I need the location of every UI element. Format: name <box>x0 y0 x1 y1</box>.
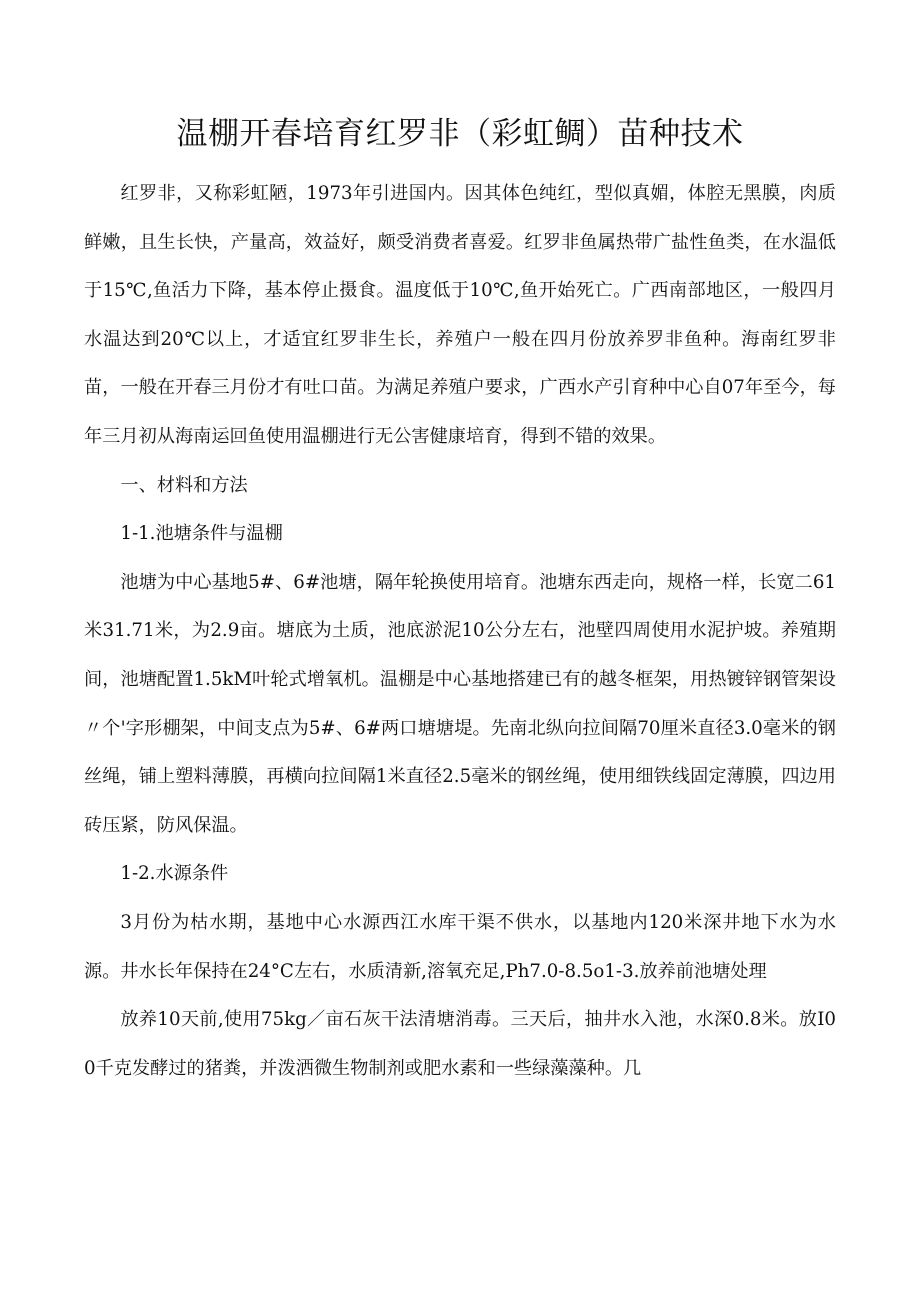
subsection-heading-water-source: 1-2.水源条件 <box>120 863 229 885</box>
subsection-heading-pond-greenhouse: 1-1.池塘条件与温棚 <box>120 523 283 545</box>
document-title: 温棚开春培育红罗非（彩虹鲷）苗种技术 <box>176 116 744 152</box>
intro-paragraph: 红罗非，又称彩虹陋，1973年引进国内。因其体色纯红，型似真媚，体腔无黑膜，肉质鲜嫩，且生长快，产量高，效益好，颇受消费者喜爱。红罗非鱼属热带广盐性鱼类，在水温低于15℃,鱼活力下降，基本停止摄食。温度低于10℃,鱼开始死亡。广西南部地区，一般四月水温达到20℃以上，才适宜红罗非生长，养殖户一般在四月份放养罗非鱼种。海南红罗非苗，一般在开春三月份才有吐口苗。为满足养殖户要求，广西水产引育种中心自07年至今，每年三月初从海南运回鱼使用温棚进行无公害健康培育，得到不错的效果。 <box>84 183 836 447</box>
water-source-paragraph: 3月份为枯水期，基地中心水源西江水库干渠不供水，以基地内120米深井地下水为水源。井水长年保持在24°C左右，水质清新,溶氧充足,Ph7.0-8.5o1-3.放养前池塘处理 <box>84 911 836 982</box>
document-body <box>84 170 836 1093</box>
pond-greenhouse-paragraph: 池塘为中心基地5#、6#池塘，隔年轮换使用培育。池塘东西走向，规格一样，长宽二61米31.71米，为2.9亩。塘底为土质，池底淤泥10公分左右，池壁四周使用水泥护坡。养殖期间，池塘配置1.5kM叶轮式增氧机。温棚是中心基地搭建已有的越冬框架，用热镀锌钢管架设〃个'字形棚架，中间支点为5#、6#两口塘塘堤。先南北纵向拉间隔70厘米直径3.0毫米的钢丝绳，铺上塑料薄膜，再横向拉间隔1米直径2.5毫米的钢丝绳，使用细铁线固定薄膜，四边用砖压紧，防风保温。 <box>84 571 836 836</box>
section-heading-materials-methods: 一、材料和方法 <box>120 474 248 496</box>
pond-treatment-paragraph: 放养10天前,使用75kg／亩石灰干法清塘消毒。三天后，抽井水入池，水深0.8米。放I00千克发酵过的猪粪，并泼洒微生物制剂或肥水素和一些绿藻藻种。几 <box>84 1009 836 1079</box>
